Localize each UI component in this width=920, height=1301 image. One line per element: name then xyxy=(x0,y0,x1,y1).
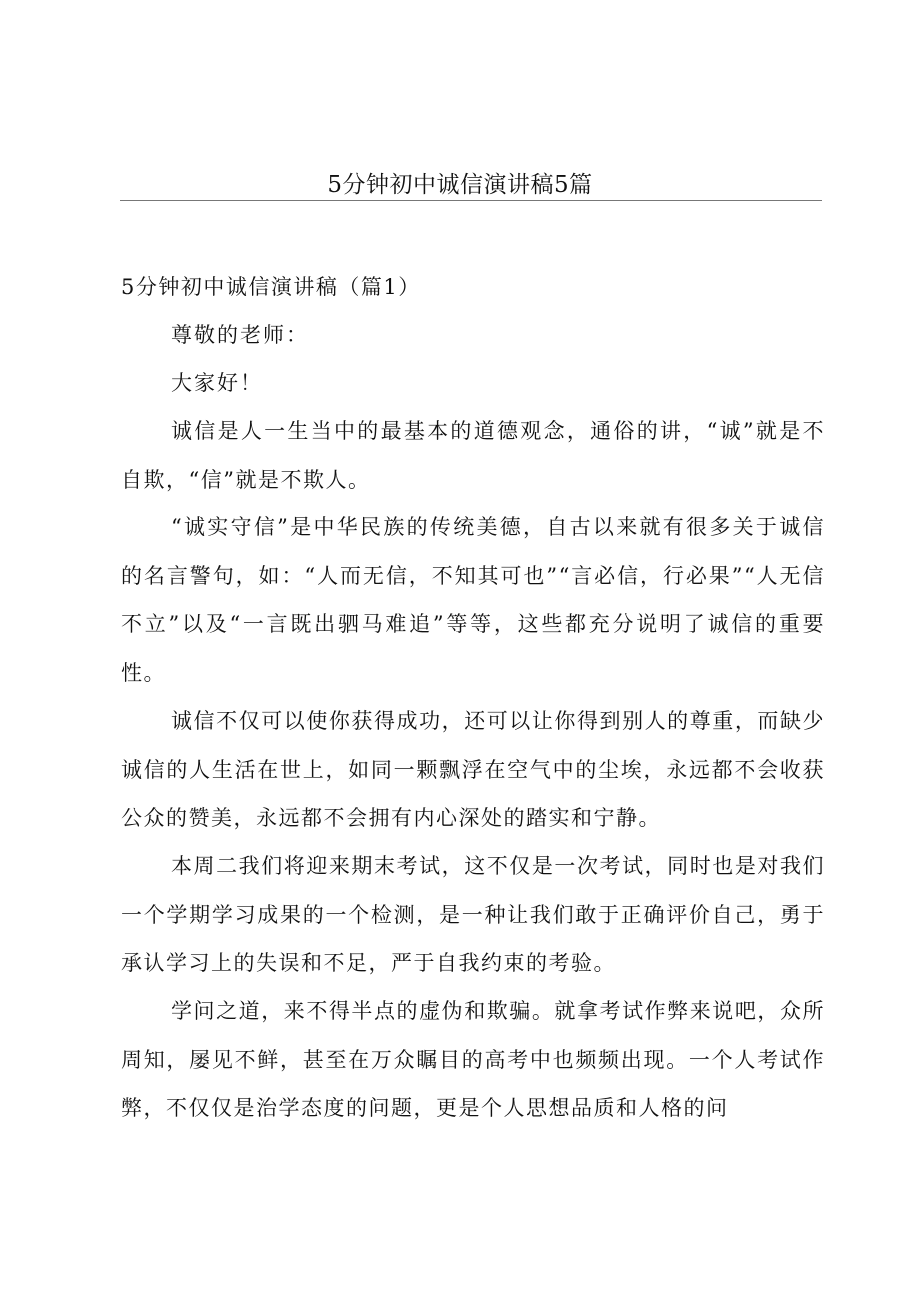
title-underline xyxy=(120,200,822,201)
page-title: 5分钟初中诚信演讲稿5篇 xyxy=(327,172,593,198)
greeting-everyone: 大家好！ xyxy=(171,371,263,395)
section-heading: 5分钟初中诚信演讲稿（篇1） xyxy=(121,275,421,299)
paragraph-3: 诚信不仅可以使你获得成功，还可以让你得到别人的尊重，而缺少诚信的人生活在世上，如同一颗飘浮在空气中的尘埃，永远都不会收获公众的赞美，永远都不会拥有内心深处的踏实和宁静。 xyxy=(121,709,825,830)
paragraph-5: 学问之道，来不得半点的虚伪和欺骗。就拿考试作弊来说吧，众所周知，屡见不鲜，甚至在万众瞩目的高考中也频频出现。一个人考试作弊，不仅仅是治学态度的问题，更是个人思想品质和人格的问 xyxy=(121,999,825,1120)
paragraph-2: “诚实守信”是中华民族的传统美德，自古以来就有很多关于诚信的名言警句，如：“人而无信，不知其可也”“言必信，行必果”“人无信不立”以及“一言既出驷马难追”等等，这些都充分说明了诚信的重要性。 xyxy=(121,515,825,685)
paragraph-1: 诚信是人一生当中的最基本的道德观念，通俗的讲，“诚”就是不自欺，“信”就是不欺人。 xyxy=(121,419,825,492)
paragraph-4: 本周二我们将迎来期末考试，这不仅是一次考试，同时也是对我们一个学期学习成果的一个检测，是一种让我们敢于正确评价自己，勇于承认学习上的失误和不足，严于自我约束的考验。 xyxy=(121,854,825,975)
greeting-teachers: 尊敬的老师： xyxy=(171,323,309,347)
